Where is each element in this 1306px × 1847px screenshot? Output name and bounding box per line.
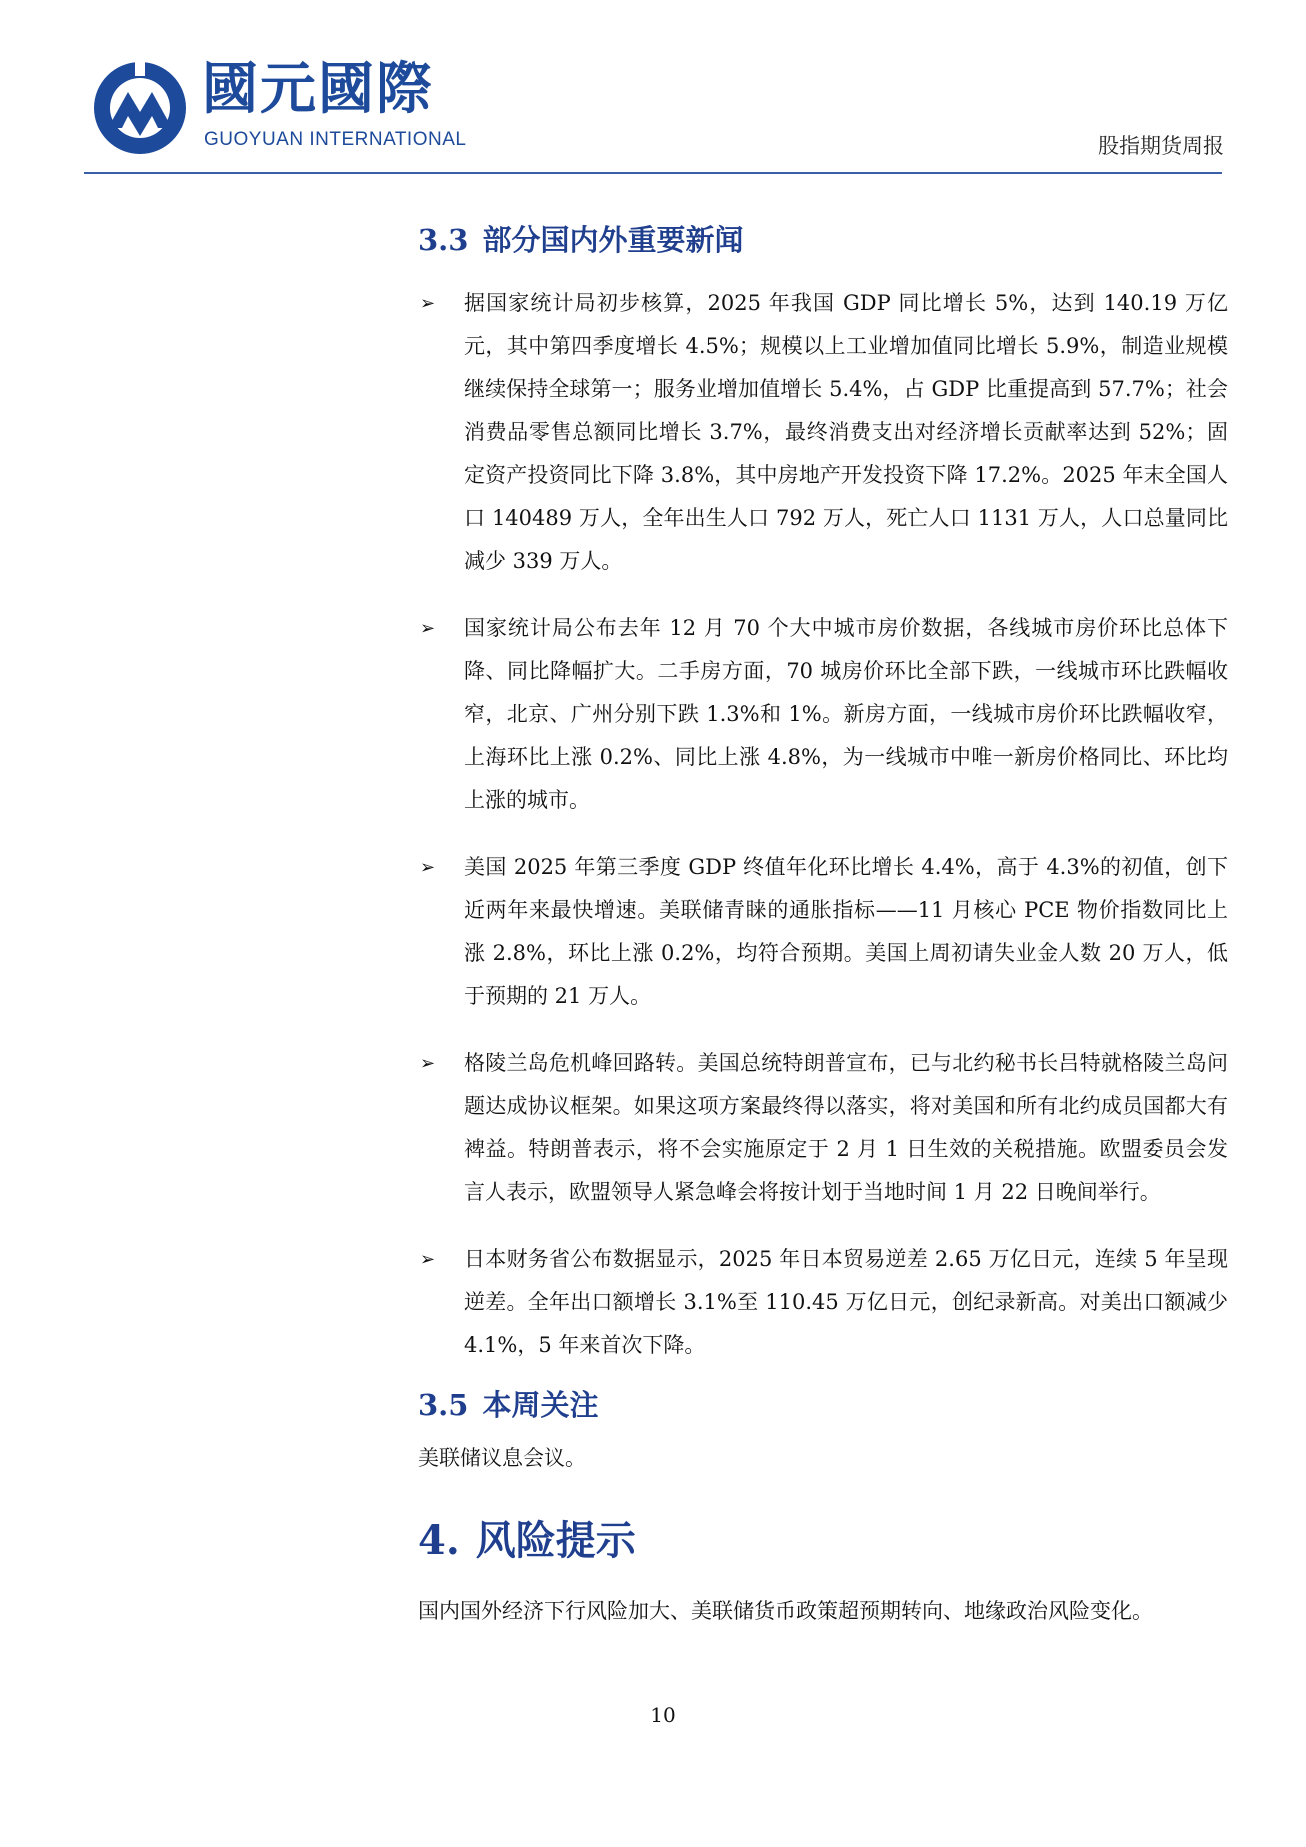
section-3-3-heading — [418, 220, 1228, 260]
page-number: 10 — [650, 1703, 676, 1727]
section-number: 4. — [418, 1517, 460, 1564]
arrow-bullet-icon: ➢ — [420, 1249, 436, 1270]
arrow-bullet-icon: ➢ — [420, 293, 436, 314]
page-header — [0, 0, 1306, 180]
arrow-bullet-icon: ➢ — [420, 1053, 436, 1074]
section-number: 3.3 — [418, 223, 469, 257]
news-item-text: 国家统计局公布去年 12 月 70 个大中城市房价数据，各线城市房价环比总体下降、同比降幅扩大。二手房方面，70 城房价环比全部下跌，一线城市环比跌幅收窄，北京、广州分别下跌 1.3%和 1%。新房方面，一线城市房价环比跌幅收窄，上海环比上涨 0.2%、同比上涨 4.8%，为一线城市中唯一新房价格同比、环比均上涨的城市。 — [464, 616, 1228, 812]
list-item — [418, 846, 1228, 1018]
news-list — [418, 282, 1228, 1367]
list-item — [418, 607, 1228, 822]
section-3-5-body: 美联储议息会议。 — [418, 1446, 586, 1470]
company-name-cn: 國元國際 — [202, 57, 434, 122]
section-4-body: 国内国外经济下行风险加大、美联储货币政策超预期转向、地缘政治风险变化。 — [418, 1599, 1153, 1623]
report-title: 股指期货周报 — [1098, 134, 1224, 158]
list-item — [418, 1042, 1228, 1214]
section-number: 3.5 — [418, 1388, 469, 1422]
section-title: 本周关注 — [482, 1388, 599, 1422]
section-3-5-heading — [418, 1385, 1228, 1425]
news-item-text: 美国 2025 年第三季度 GDP 终值年化环比增长 4.4%，高于 4.3%的初值，创下近两年来最快增速。美联储青睐的通胀指标——11 月核心 PCE 物价指数同比上涨 2.8%，环比上涨 0.2%，均符合预期。美国上周初请失业金人数 20 万人，低于预期的 21 万人。 — [464, 855, 1228, 1008]
news-item-text: 日本财务省公布数据显示，2025 年日本贸易逆差 2.65 万亿日元，连续 5 年呈现逆差。全年出口额增长 3.1%至 110.45 万亿日元，创纪录新高。对美出口额减少 4.1%，5 年来首次下降。 — [464, 1247, 1228, 1357]
list-item — [418, 1238, 1228, 1367]
arrow-bullet-icon: ➢ — [420, 618, 436, 639]
section-title: 风险提示 — [475, 1517, 636, 1564]
guoyuan-logo-icon — [88, 58, 192, 158]
section-title: 部分国内外重要新闻 — [482, 223, 744, 257]
company-name-en: GUOYUAN INTERNATIONAL — [204, 129, 467, 150]
header-divider — [84, 172, 1222, 174]
arrow-bullet-icon: ➢ — [420, 857, 436, 878]
list-item — [418, 282, 1228, 583]
section-4-heading — [418, 1514, 1228, 1568]
main-content — [418, 220, 1228, 1633]
news-item-text: 格陵兰岛危机峰回路转。美国总统特朗普宣布，已与北约秘书长吕特就格陵兰岛问题达成协议框架。如果这项方案最终得以落实，将对美国和所有北约成员国都大有裨益。特朗普表示，将不会实施原定于 2 月 1 日生效的关税措施。欧盟委员会发言人表示，欧盟领导人紧急峰会将按计划于当地时间 1 月 22 日晚间举行。 — [464, 1051, 1228, 1204]
news-item-text: 据国家统计局初步核算，2025 年我国 GDP 同比增长 5%，达到 140.19 万亿元，其中第四季度增长 4.5%；规模以上工业增加值同比增长 5.9%，制造业规模继续保持全球第一；服务业增加值增长 5.4%，占 GDP 比重提高到 57.7%；社会消费品零售总额同比增长 3.7%，最终消费支出对经济增长贡献率达到 52%；固定资产投资同比下降 3.8%，其中房地产开发投资下降 17.2%。2025 年末全国人口 140489 万人，全年出生人口 792 万人，死亡人口 1131 万人，人口总量同比减少 339 万人。 — [464, 291, 1228, 573]
